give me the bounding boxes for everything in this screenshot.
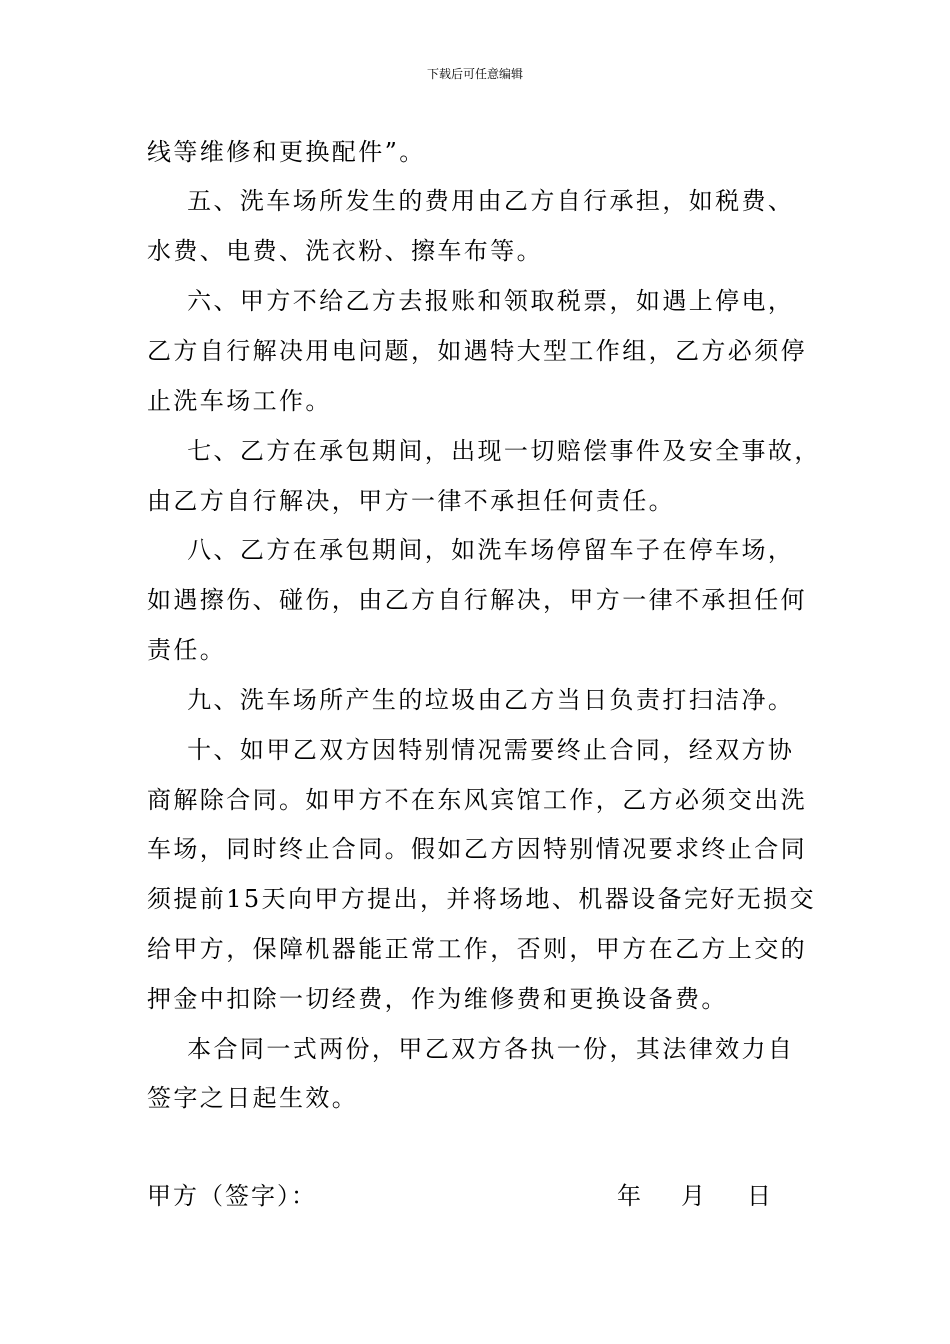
- body-line: 水费、电费、洗衣粉、擦车布等。: [147, 237, 543, 265]
- body-line: 线等维修和更换配件”。: [147, 138, 426, 166]
- body-line: 如遇擦伤、碰伤，由乙方自行解决，甲方一律不承担任何: [147, 586, 807, 614]
- page-header: 下载后可任意编辑: [426, 67, 523, 81]
- body-line: 本合同一式两份，甲乙双方各执一份，其法律效力自: [147, 1035, 795, 1063]
- body-line: 九、洗车场所产生的垃圾由乙方当日负责打扫洁净。: [147, 686, 795, 714]
- body-line: 七、乙方在承包期间，出现一切赔偿事件及安全事故，: [147, 437, 821, 465]
- body-line: 五、洗车场所发生的费用由乙方自行承担，如税费、: [147, 187, 795, 215]
- body-line: 须提前15天向甲方提出，并将场地、机器设备完好无损交: [147, 885, 816, 913]
- signature-row: [147, 1181, 787, 1215]
- body-line: 六、甲方不给乙方去报账和领取税票，如遇上停电，: [147, 287, 795, 315]
- body-line: 车场，同时终止合同。假如乙方因特别情况要求终止合同: [147, 835, 807, 863]
- date-month-label: 月: [681, 1182, 705, 1210]
- body-line: 给甲方，保障机器能正常工作，否则，甲方在乙方上交的: [147, 935, 807, 963]
- date-day-label: 日: [747, 1182, 771, 1210]
- body-line: 由乙方自行解决，甲方一律不承担任何责任。: [147, 487, 675, 515]
- body-line: 十、如甲乙双方因特别情况需要终止合同，经双方协: [147, 736, 795, 764]
- body-line: 责任。: [147, 636, 227, 664]
- body-line: 乙方自行解决用电问题，如遇特大型工作组，乙方必须停: [147, 337, 807, 365]
- date-year-label: 年: [617, 1182, 641, 1210]
- party-a-signature-label: 甲方（签字）：: [147, 1182, 317, 1210]
- body-line: 八、乙方在承包期间，如洗车场停留车子在停车场，: [147, 536, 795, 564]
- body-line: 商解除合同。如甲方不在东风宾馆工作，乙方必须交出洗: [147, 786, 807, 814]
- body-line: 止洗车场工作。: [147, 387, 332, 415]
- signature-date: [617, 1181, 787, 1211]
- body-line: 签字之日起生效。: [147, 1084, 359, 1112]
- body-line: 押金中扣除一切经费，作为维修费和更换设备费。: [147, 985, 728, 1013]
